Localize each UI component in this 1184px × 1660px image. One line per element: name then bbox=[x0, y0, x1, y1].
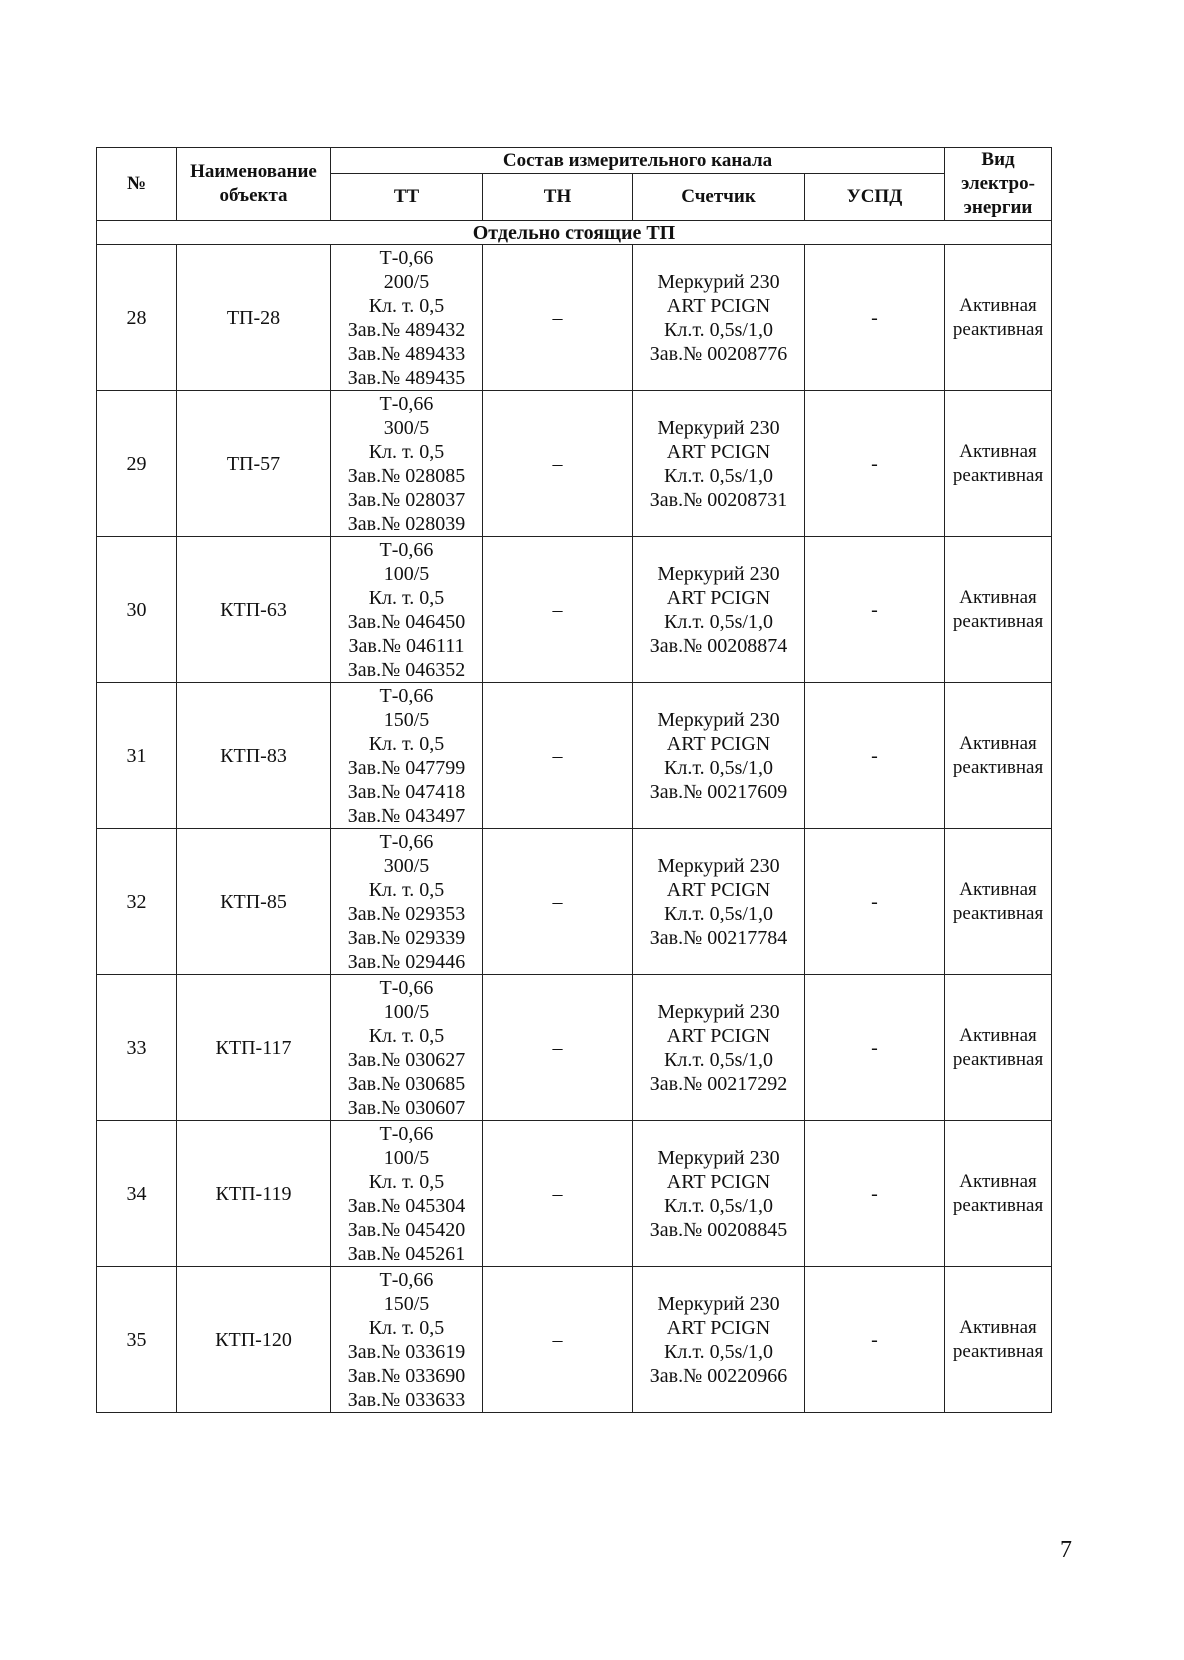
cell-energy bbox=[945, 391, 1052, 537]
cell-tt-line: Т-0,66 bbox=[379, 538, 434, 561]
cell-tt-line: 100/5 bbox=[383, 1000, 430, 1023]
measurement-channels-table bbox=[96, 147, 1052, 1413]
cell-tt bbox=[331, 975, 483, 1121]
cell-counter-line: Кл.т. 0,5s/1,0 bbox=[664, 1048, 773, 1071]
header-object bbox=[177, 148, 331, 221]
cell-energy-line: реактивная bbox=[952, 610, 1044, 632]
cell-num: 28 bbox=[97, 245, 177, 391]
cell-uspd: - bbox=[805, 1121, 945, 1267]
cell-tt-line: Зав.№ 046111 bbox=[348, 634, 465, 657]
cell-counter-line: Зав.№ 00208845 bbox=[649, 1218, 788, 1241]
cell-tt bbox=[331, 245, 483, 391]
header-object-line1: Наименование bbox=[190, 161, 317, 182]
header-energy-line3: энергии bbox=[963, 197, 1033, 218]
cell-counter bbox=[633, 683, 805, 829]
cell-tt-line: Т-0,66 bbox=[379, 392, 434, 415]
cell-object: КТП-120 bbox=[177, 1267, 331, 1413]
table-row bbox=[97, 683, 1052, 829]
cell-object: КТП-85 bbox=[177, 829, 331, 975]
cell-counter-line: Зав.№ 00208874 bbox=[649, 634, 788, 657]
cell-counter-line: ART PCIGN bbox=[666, 732, 771, 755]
cell-num: 33 bbox=[97, 975, 177, 1121]
cell-counter-line: Зав.№ 00217784 bbox=[649, 926, 788, 949]
cell-counter-line: Меркурий 230 bbox=[657, 1146, 780, 1169]
cell-tt-line: Зав.№ 028085 bbox=[347, 464, 466, 487]
cell-uspd: - bbox=[805, 975, 945, 1121]
table-row bbox=[97, 245, 1052, 391]
cell-tt-line: Зав.№ 047799 bbox=[347, 756, 466, 779]
cell-energy-line: реактивная bbox=[952, 902, 1044, 924]
cell-tt-line: Зав.№ 029446 bbox=[347, 950, 466, 973]
cell-counter-line: Меркурий 230 bbox=[657, 708, 780, 731]
cell-tt bbox=[331, 537, 483, 683]
cell-tt-line: Зав.№ 046450 bbox=[347, 610, 466, 633]
cell-tn: – bbox=[483, 829, 633, 975]
cell-energy-line: Активная bbox=[959, 1024, 1037, 1046]
cell-object: КТП-119 bbox=[177, 1121, 331, 1267]
cell-counter-line: Меркурий 230 bbox=[657, 1000, 780, 1023]
cell-energy-line: реактивная bbox=[952, 318, 1044, 340]
cell-energy-line: реактивная bbox=[952, 756, 1044, 778]
cell-tn: – bbox=[483, 1267, 633, 1413]
cell-energy-line: Активная bbox=[959, 732, 1037, 754]
header-tt: ТТ bbox=[331, 174, 483, 221]
cell-tt-line: Зав.№ 028037 bbox=[347, 488, 466, 511]
cell-counter-line: Зав.№ 00208776 bbox=[649, 342, 788, 365]
cell-counter-line: ART PCIGN bbox=[666, 1024, 771, 1047]
cell-tt-line: 200/5 bbox=[383, 270, 430, 293]
cell-counter-line: Кл.т. 0,5s/1,0 bbox=[664, 1340, 773, 1363]
cell-counter bbox=[633, 1267, 805, 1413]
table-row bbox=[97, 537, 1052, 683]
header-energy-line1: Вид bbox=[981, 149, 1015, 170]
cell-tn: – bbox=[483, 1121, 633, 1267]
cell-energy bbox=[945, 537, 1052, 683]
cell-counter bbox=[633, 829, 805, 975]
cell-tn: – bbox=[483, 537, 633, 683]
section-title: Отдельно стоящие ТП bbox=[97, 221, 1052, 245]
page-number: 7 bbox=[1060, 1537, 1072, 1563]
cell-counter bbox=[633, 391, 805, 537]
cell-energy-line: Активная bbox=[959, 878, 1037, 900]
cell-counter-line: Зав.№ 00220966 bbox=[649, 1364, 788, 1387]
cell-uspd: - bbox=[805, 537, 945, 683]
cell-tt-line: Т-0,66 bbox=[379, 246, 434, 269]
cell-tt-line: Зав.№ 029353 bbox=[347, 902, 466, 925]
cell-energy-line: реактивная bbox=[952, 1048, 1044, 1070]
cell-tt-line: Т-0,66 bbox=[379, 1268, 434, 1291]
cell-energy bbox=[945, 1121, 1052, 1267]
cell-tt bbox=[331, 1267, 483, 1413]
cell-uspd: - bbox=[805, 829, 945, 975]
header-tn: ТН bbox=[483, 174, 633, 221]
header-uspd: УСПД bbox=[805, 174, 945, 221]
cell-tt-line: Зав.№ 030627 bbox=[347, 1048, 466, 1071]
cell-energy-line: Активная bbox=[959, 294, 1037, 316]
cell-counter bbox=[633, 975, 805, 1121]
header-channel: Состав измерительного канала bbox=[331, 148, 945, 174]
cell-energy bbox=[945, 245, 1052, 391]
cell-object: КТП-63 bbox=[177, 537, 331, 683]
cell-tt-line: Зав.№ 033690 bbox=[347, 1364, 466, 1387]
cell-counter-line: ART PCIGN bbox=[666, 586, 771, 609]
cell-counter-line: Меркурий 230 bbox=[657, 854, 780, 877]
header-num: № bbox=[97, 148, 177, 221]
cell-counter-line: Меркурий 230 bbox=[657, 270, 780, 293]
cell-tt bbox=[331, 1121, 483, 1267]
header-object-line2: объекта bbox=[219, 185, 288, 206]
cell-counter-line: Кл.т. 0,5s/1,0 bbox=[664, 464, 773, 487]
cell-counter-line: ART PCIGN bbox=[666, 440, 771, 463]
cell-tt-line: Кл. т. 0,5 bbox=[368, 1316, 445, 1339]
cell-tt-line: Кл. т. 0,5 bbox=[368, 294, 445, 317]
cell-num: 29 bbox=[97, 391, 177, 537]
cell-tn: – bbox=[483, 245, 633, 391]
cell-tt-line: Зав.№ 033633 bbox=[347, 1388, 466, 1411]
cell-counter-line: Меркурий 230 bbox=[657, 1292, 780, 1315]
cell-tt-line: Кл. т. 0,5 bbox=[368, 878, 445, 901]
cell-tt-line: Кл. т. 0,5 bbox=[368, 586, 445, 609]
table-row bbox=[97, 1121, 1052, 1267]
table-row bbox=[97, 1267, 1052, 1413]
header-energy bbox=[945, 148, 1052, 221]
table-header bbox=[97, 148, 1052, 221]
table-row bbox=[97, 829, 1052, 975]
cell-counter-line: Зав.№ 00208731 bbox=[649, 488, 788, 511]
cell-tt-line: Зав.№ 029339 bbox=[347, 926, 466, 949]
cell-num: 32 bbox=[97, 829, 177, 975]
cell-energy-line: Активная bbox=[959, 1170, 1037, 1192]
cell-counter bbox=[633, 1121, 805, 1267]
cell-tt-line: Зав.№ 489432 bbox=[347, 318, 466, 341]
cell-tt-line: 150/5 bbox=[383, 708, 430, 731]
cell-energy-line: реактивная bbox=[952, 464, 1044, 486]
cell-uspd: - bbox=[805, 1267, 945, 1413]
cell-uspd: - bbox=[805, 245, 945, 391]
cell-energy-line: реактивная bbox=[952, 1194, 1044, 1216]
cell-num: 34 bbox=[97, 1121, 177, 1267]
cell-energy-line: Активная bbox=[959, 1316, 1037, 1338]
section-row bbox=[97, 221, 1052, 245]
cell-counter-line: Кл.т. 0,5s/1,0 bbox=[664, 902, 773, 925]
cell-tt bbox=[331, 391, 483, 537]
cell-counter-line: Кл.т. 0,5s/1,0 bbox=[664, 610, 773, 633]
cell-tt-line: Зав.№ 028039 bbox=[347, 512, 466, 535]
cell-object: КТП-117 bbox=[177, 975, 331, 1121]
cell-tt-line: Т-0,66 bbox=[379, 976, 434, 999]
cell-energy bbox=[945, 975, 1052, 1121]
cell-tt-line: Зав.№ 043497 bbox=[347, 804, 466, 827]
cell-tt-line: Кл. т. 0,5 bbox=[368, 440, 445, 463]
table-row bbox=[97, 975, 1052, 1121]
table-body bbox=[97, 221, 1052, 1413]
cell-tt-line: Зав.№ 045261 bbox=[347, 1242, 466, 1265]
cell-object: КТП-83 bbox=[177, 683, 331, 829]
cell-tt-line: Зав.№ 046352 bbox=[347, 658, 466, 681]
cell-tt-line: Зав.№ 033619 bbox=[347, 1340, 466, 1363]
table-row bbox=[97, 391, 1052, 537]
cell-tt-line: Кл. т. 0,5 bbox=[368, 732, 445, 755]
cell-energy-line: Активная bbox=[959, 440, 1037, 462]
cell-tt-line: 100/5 bbox=[383, 562, 430, 585]
cell-tt bbox=[331, 683, 483, 829]
cell-counter-line: Кл.т. 0,5s/1,0 bbox=[664, 1194, 773, 1217]
cell-tt-line: Т-0,66 bbox=[379, 684, 434, 707]
cell-tn: – bbox=[483, 975, 633, 1121]
cell-object: ТП-57 bbox=[177, 391, 331, 537]
header-counter: Счетчик bbox=[633, 174, 805, 221]
cell-num: 30 bbox=[97, 537, 177, 683]
cell-counter bbox=[633, 245, 805, 391]
cell-tt-line: 300/5 bbox=[383, 854, 430, 877]
cell-tt-line: Зав.№ 045420 bbox=[347, 1218, 466, 1241]
cell-tt-line: 150/5 bbox=[383, 1292, 430, 1315]
cell-tt-line: Зав.№ 489435 bbox=[347, 366, 466, 389]
cell-tt-line: Т-0,66 bbox=[379, 830, 434, 853]
cell-counter bbox=[633, 537, 805, 683]
cell-tt-line: Зав.№ 047418 bbox=[347, 780, 466, 803]
cell-counter-line: Зав.№ 00217609 bbox=[649, 780, 788, 803]
cell-num: 35 bbox=[97, 1267, 177, 1413]
cell-energy bbox=[945, 1267, 1052, 1413]
cell-tt-line: 100/5 bbox=[383, 1146, 430, 1169]
cell-object: ТП-28 bbox=[177, 245, 331, 391]
cell-energy-line: Активная bbox=[959, 586, 1037, 608]
cell-counter-line: Меркурий 230 bbox=[657, 416, 780, 439]
cell-tn: – bbox=[483, 683, 633, 829]
cell-tn: – bbox=[483, 391, 633, 537]
cell-tt-line: Зав.№ 045304 bbox=[347, 1194, 466, 1217]
cell-tt-line: Т-0,66 bbox=[379, 1122, 434, 1145]
cell-tt-line: Кл. т. 0,5 bbox=[368, 1024, 445, 1047]
cell-counter-line: Кл.т. 0,5s/1,0 bbox=[664, 318, 773, 341]
cell-counter-line: ART PCIGN bbox=[666, 294, 771, 317]
cell-counter-line: ART PCIGN bbox=[666, 1316, 771, 1339]
cell-uspd: - bbox=[805, 683, 945, 829]
cell-energy bbox=[945, 683, 1052, 829]
cell-tt-line: Зав.№ 030685 bbox=[347, 1072, 466, 1095]
cell-energy bbox=[945, 829, 1052, 975]
cell-counter-line: ART PCIGN bbox=[666, 878, 771, 901]
cell-tt bbox=[331, 829, 483, 975]
cell-num: 31 bbox=[97, 683, 177, 829]
cell-tt-line: Зав.№ 030607 bbox=[347, 1096, 466, 1119]
cell-tt-line: Зав.№ 489433 bbox=[347, 342, 466, 365]
cell-counter-line: ART PCIGN bbox=[666, 1170, 771, 1193]
cell-tt-line: Кл. т. 0,5 bbox=[368, 1170, 445, 1193]
cell-tt-line: 300/5 bbox=[383, 416, 430, 439]
cell-counter-line: Зав.№ 00217292 bbox=[649, 1072, 788, 1095]
cell-counter-line: Меркурий 230 bbox=[657, 562, 780, 585]
header-energy-line2: электро- bbox=[961, 173, 1035, 194]
cell-counter-line: Кл.т. 0,5s/1,0 bbox=[664, 756, 773, 779]
cell-uspd: - bbox=[805, 391, 945, 537]
cell-energy-line: реактивная bbox=[952, 1340, 1044, 1362]
